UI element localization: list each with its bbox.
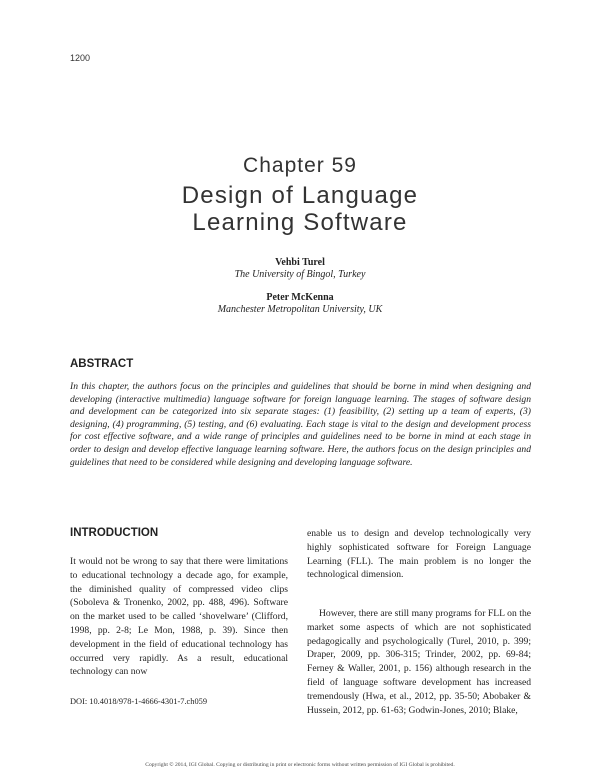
author-name: Vehbi Turel (275, 257, 325, 268)
author-block-2 (0, 292, 600, 316)
doi: DOI: 10.4018/978-1-4666-4301-7.ch059 (70, 697, 208, 706)
author-affiliation: The University of Bingol, Turkey (234, 269, 366, 280)
abstract-heading: ABSTRACT (70, 358, 134, 370)
author-name: Peter McKenna (266, 292, 334, 303)
author-affiliation: Manchester Metropolitan University, UK (217, 304, 383, 315)
introduction-paragraph-3: However, there are still many programs for FLL on the market some aspects of which are not sophisticated pedagogically and psychologically (Turel, 2010, p. 399; Draper, 2009, pp. 306-315; Trinder, 2002, pp. 69-84; Ferney & Waller, 2001, p. 156) although research in the field of language software development has increased tremendously (Hwa, et al., 2012, pp. 35-50; Abobaker & Hussein, 2012, pp. 61-63; Godwin-Jones, 2010; Blake, (307, 608, 531, 716)
introduction-heading: INTRODUCTION (70, 527, 159, 539)
chapter-title-line-1: Design of Language (181, 182, 419, 209)
introduction-paragraph-2: enable us to design and develop technologically very highly sophisticated software for Foreign Language Learning (FLL). The main problem is no longer the technological dimension. (307, 528, 531, 581)
chapter-label: Chapter 59 (243, 154, 357, 177)
author-block-1 (0, 257, 600, 281)
abstract-text: In this chapter, the authors focus on the principles and guidelines that should be borne in mind when designing and developing (interactive multimedia) language software for foreign language learning. The stages of software design and development can be categorized into six separate stages: (1) feasibility, (2) setting up a team of experts, (3) designing, (4) programming, (5) testing, and (6) evaluating. Each stage is vital to the design and development process for cost effective software, and a wide range of principles and guidelines need to be borne in mind at each stage in order to design and develop effective language learning software. Here, the authors focus on the design principles and guidelines that need to be considered while designing and developing language software. (70, 381, 531, 468)
page-number: 1200 (70, 53, 91, 63)
chapter-title-line-2: Learning Software (192, 209, 408, 236)
chapter-title (0, 182, 600, 236)
introduction-paragraph-1: It would not be wrong to say that there were limitations to educational technology a decade ago, for example, the diminished quality of compressed video clips (Soboleva & Tronenko, 2002, pp. 488, 496). Software on the market used to be called ‘shovelware’ (Clifford, 1998, pp. 2-8; Le Mon, 1988, p. 39). Since then development in the field of educational technology has occurred very rapidly. As a result, educational technology can now (70, 556, 288, 678)
footer-copyright: Copyright © 2014, IGI Global. Copying or distributing in print or electronic forms without written permission of IGI Global is prohibited. (145, 762, 455, 768)
